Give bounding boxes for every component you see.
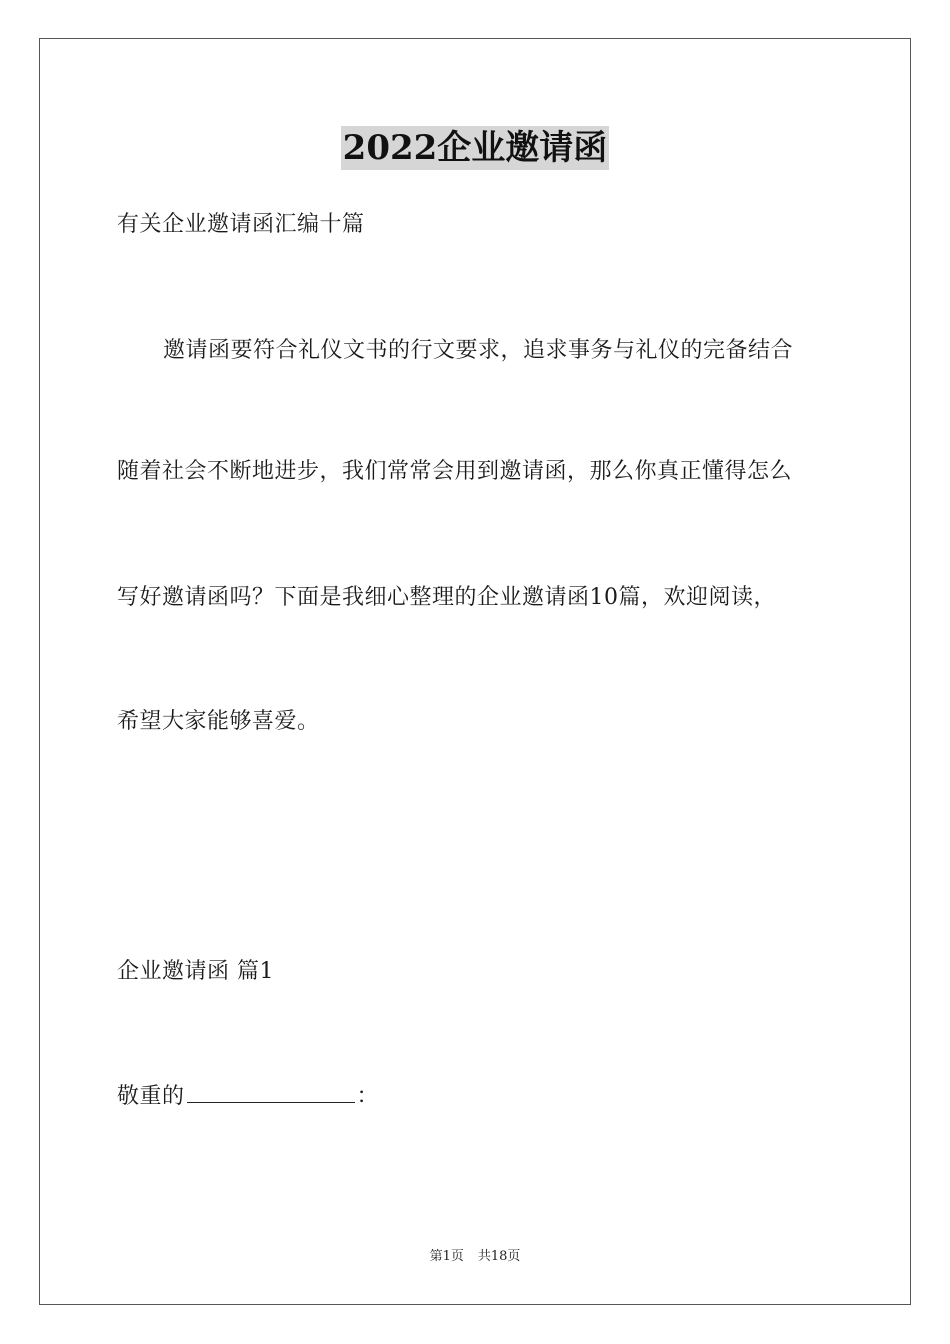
section-heading: 企业邀请函 篇1 <box>117 959 274 984</box>
page-number: 第1页 <box>429 1249 464 1264</box>
paragraph-line-1: 邀请函要符合礼仪文书的行文要求，追求事务与礼仪的完备结合 <box>163 338 794 363</box>
document-title: 2022企业邀请函 <box>342 128 608 168</box>
salutation-prefix: 敬重的 <box>117 1084 185 1109</box>
title-container <box>0 126 950 170</box>
paragraph-line-4: 希望大家能够喜爱。 <box>117 709 320 734</box>
salutation-line <box>117 1082 379 1112</box>
paragraph-line-3: 写好邀请函吗？下面是我细心整理的企业邀请函10篇，欢迎阅读， <box>117 585 776 610</box>
document-subtitle: 有关企业邀请函汇编十篇 <box>117 212 365 237</box>
total-pages: 共18页 <box>477 1249 521 1264</box>
recipient-blank <box>187 1082 355 1103</box>
page-footer <box>0 1248 950 1266</box>
salutation-suffix: ： <box>356 1084 380 1109</box>
paragraph-line-2: 随着社会不断地进步，我们常常会用到邀请函，那么你真正懂得怎么 <box>117 459 793 484</box>
